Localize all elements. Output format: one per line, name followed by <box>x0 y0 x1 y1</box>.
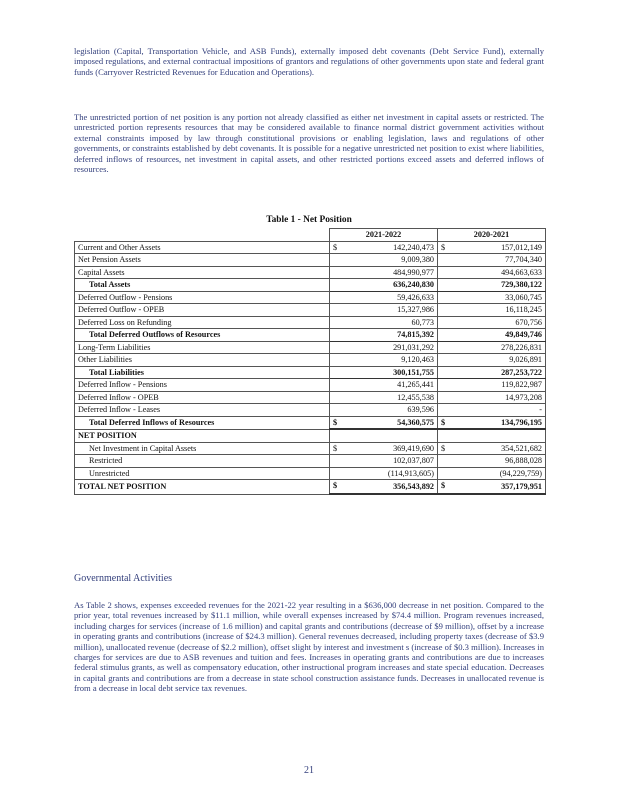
value-2021-2022 <box>330 467 438 480</box>
value-2021-2022 <box>330 391 438 404</box>
header-2021-2022: 2021-2022 <box>330 229 438 242</box>
table-header-row <box>75 229 546 242</box>
value-2021-2022 <box>330 404 438 417</box>
table-row <box>75 391 546 404</box>
value-2021-2022 <box>330 429 438 442</box>
table-caption: Table 1 - Net Position <box>266 215 352 225</box>
amount: 102,037,807 <box>393 456 434 466</box>
value-2020-2021 <box>438 279 546 292</box>
amount: 287,253,722 <box>501 367 542 377</box>
row-label: Total Assets <box>75 279 330 292</box>
value-2021-2022 <box>330 316 438 329</box>
value-2021-2022 <box>330 291 438 304</box>
currency-symbol: $ <box>441 443 446 453</box>
value-2021-2022 <box>330 279 438 292</box>
value-2020-2021 <box>438 467 546 480</box>
currency-symbol: $ <box>441 481 446 490</box>
table-row <box>75 354 546 367</box>
table-row <box>75 341 546 354</box>
currency-symbol: $ <box>333 443 338 453</box>
table-row <box>75 366 546 379</box>
value-2021-2022 <box>330 455 438 468</box>
value-2021-2022 <box>330 416 438 429</box>
amount: 494,663,633 <box>501 267 542 277</box>
amount: 134,796,195 <box>501 417 542 427</box>
table-row <box>75 379 546 392</box>
amount: 354,521,682 <box>501 443 542 453</box>
amount: 14,973,208 <box>505 392 542 402</box>
amount: 9,120,463 <box>401 355 434 365</box>
row-label: Net Pension Assets <box>75 254 330 267</box>
amount: 729,380,122 <box>501 280 542 290</box>
value-2020-2021 <box>438 429 546 442</box>
amount: 142,240,473 <box>393 242 434 252</box>
value-2020-2021 <box>438 391 546 404</box>
table-row <box>75 480 546 495</box>
row-label: TOTAL NET POSITION <box>75 480 330 495</box>
value-2021-2022 <box>330 366 438 379</box>
currency-symbol: $ <box>333 242 338 252</box>
amount: 119,822,987 <box>501 380 542 390</box>
amount: 369,419,690 <box>393 443 434 453</box>
value-2020-2021 <box>438 241 546 254</box>
header-blank-cell <box>75 229 330 242</box>
value-2021-2022 <box>330 241 438 254</box>
value-2020-2021 <box>438 366 546 379</box>
amount: 16,118,245 <box>505 305 542 315</box>
amount: 300,151,755 <box>393 367 434 377</box>
amount: 484,990,977 <box>393 267 434 277</box>
amount: 670,756 <box>515 317 542 327</box>
amount: 49,849,746 <box>505 330 542 340</box>
row-label: Total Liabilities <box>75 366 330 379</box>
amount: 12,455,538 <box>397 392 434 402</box>
table-row <box>75 429 546 442</box>
paragraph-governmental-activities: As Table 2 shows, expenses exceeded revenues for the 2021-22 year resulting in a $636,000 decrease in net position. Compared to the prior year, total revenues increased by $11.1 million, while overall expenses increased by $74.4 million. Program revenues increased, including charges for services (increase of 1.6 million) and capital grants and contributions (decrease of $9 million), offset by a increase in operating grants and contributions (increase of $24.3 million). General revenues decreased, including property taxes (decrease of $3.9 million), unallocated revenue (decrease of $2.2 million), offset slight by interest and investment s (increase of $0.3 million). Increases in charges for services are due to ASB revenues and tuition and fees. Increases in operating grants and contributions are due to increases federal stimulus grants, as well as compensatory education, other instructional program increases and state special education. Decreases in capital grants and contributions are from a decrease in state school construction assistance funds. Decreases in unallocated revenue is from a decrease in local debt service tax revenues. <box>74 600 544 694</box>
row-label: Deferred Loss on Refunding <box>75 316 330 329</box>
header-2020-2021: 2020-2021 <box>438 229 546 242</box>
paragraph-unrestricted-definition: The unrestricted portion of net position is any portion not already classified as either net investment in capital assets or restricted. The unrestricted portion represents resources that may be considered available to finance normal district government activities without external constraints imposed by law through constitutional provisions or enabling legislation, laws and regulations of other governments, or constraints established by debt covenants. It is possible for a negative unrestricted net position to exist where liabilities, deferred inflows of resources, net investment in capital assets, and other restricted portions exceed assets and deferred inflows of resources. <box>74 112 544 175</box>
row-label: Net Investment in Capital Assets <box>75 442 330 455</box>
value-2020-2021 <box>438 455 546 468</box>
row-label: Other Liabilities <box>75 354 330 367</box>
row-label: Restricted <box>75 455 330 468</box>
amount: (114,913,605) <box>387 468 434 478</box>
amount: 356,543,892 <box>393 482 434 491</box>
row-label: Deferred Inflow - Leases <box>75 404 330 417</box>
amount: 77,704,340 <box>505 255 542 265</box>
amount: 60,773 <box>411 317 434 327</box>
row-label: NET POSITION <box>75 429 330 442</box>
currency-symbol: $ <box>333 417 338 427</box>
row-label: Long-Term Liabilities <box>75 341 330 354</box>
amount: 639,596 <box>407 405 434 415</box>
amount: 291,031,292 <box>393 342 434 352</box>
value-2020-2021 <box>438 291 546 304</box>
table-row <box>75 304 546 317</box>
value-2020-2021 <box>438 341 546 354</box>
row-label: Current and Other Assets <box>75 241 330 254</box>
table-row <box>75 329 546 342</box>
net-position-table <box>74 228 546 495</box>
amount: 9,009,380 <box>401 255 434 265</box>
amount: 96,888,028 <box>505 456 542 466</box>
value-2020-2021 <box>438 416 546 429</box>
row-label: Total Deferred Inflows of Resources <box>75 416 330 429</box>
amount: 636,240,830 <box>393 280 434 290</box>
row-label: Deferred Outflow - Pensions <box>75 291 330 304</box>
amount: 54,360,575 <box>397 417 434 427</box>
amount: 278,226,831 <box>501 342 542 352</box>
amount: - <box>539 405 542 415</box>
row-label: Total Deferred Outflows of Resources <box>75 329 330 342</box>
value-2021-2022 <box>330 304 438 317</box>
paragraph-restricted-sources: legislation (Capital, Transportation Vehicle, and ASB Funds), externally imposed debt covenants (Debt Service Fund), externally imposed regulations, and external contractual impositions of grantors and regulations of other governments upon state and federal grant funds (Carryover Restricted Revenues for Education and Operations). <box>74 46 544 77</box>
row-label: Deferred Inflow - OPEB <box>75 391 330 404</box>
table-row <box>75 291 546 304</box>
amount: (94,229,759) <box>499 468 542 478</box>
value-2020-2021 <box>438 480 546 495</box>
page-number: 21 <box>304 765 314 776</box>
value-2021-2022 <box>330 354 438 367</box>
value-2021-2022 <box>330 254 438 267</box>
amount: 357,179,951 <box>501 482 542 491</box>
currency-symbol: $ <box>441 417 446 427</box>
value-2020-2021 <box>438 316 546 329</box>
section-heading: Governmental Activities <box>74 573 173 584</box>
value-2021-2022 <box>330 329 438 342</box>
amount: 59,426,633 <box>397 292 434 302</box>
row-label: Deferred Outflow - OPEB <box>75 304 330 317</box>
currency-symbol: $ <box>333 481 338 490</box>
value-2021-2022 <box>330 442 438 455</box>
value-2021-2022 <box>330 480 438 495</box>
amount: 33,060,745 <box>505 292 542 302</box>
table-row <box>75 254 546 267</box>
table-row <box>75 266 546 279</box>
table-row <box>75 279 546 292</box>
value-2020-2021 <box>438 266 546 279</box>
currency-symbol: $ <box>441 242 446 252</box>
row-label: Capital Assets <box>75 266 330 279</box>
row-label: Deferred Inflow - Pensions <box>75 379 330 392</box>
table-row <box>75 442 546 455</box>
value-2020-2021 <box>438 379 546 392</box>
value-2020-2021 <box>438 404 546 417</box>
value-2021-2022 <box>330 266 438 279</box>
table-row <box>75 316 546 329</box>
row-label: Unrestricted <box>75 467 330 480</box>
amount: 41,265,441 <box>397 380 434 390</box>
table-row <box>75 455 546 468</box>
table-row <box>75 416 546 429</box>
table-body <box>75 241 546 494</box>
table-row <box>75 241 546 254</box>
amount: 15,327,986 <box>397 305 434 315</box>
value-2020-2021 <box>438 354 546 367</box>
value-2020-2021 <box>438 329 546 342</box>
value-2021-2022 <box>330 379 438 392</box>
value-2021-2022 <box>330 341 438 354</box>
table-row <box>75 467 546 480</box>
amount: 74,815,392 <box>397 330 434 340</box>
table-row <box>75 404 546 417</box>
amount: 157,012,149 <box>501 242 542 252</box>
value-2020-2021 <box>438 254 546 267</box>
amount: 9,026,891 <box>509 355 542 365</box>
value-2020-2021 <box>438 304 546 317</box>
value-2020-2021 <box>438 442 546 455</box>
